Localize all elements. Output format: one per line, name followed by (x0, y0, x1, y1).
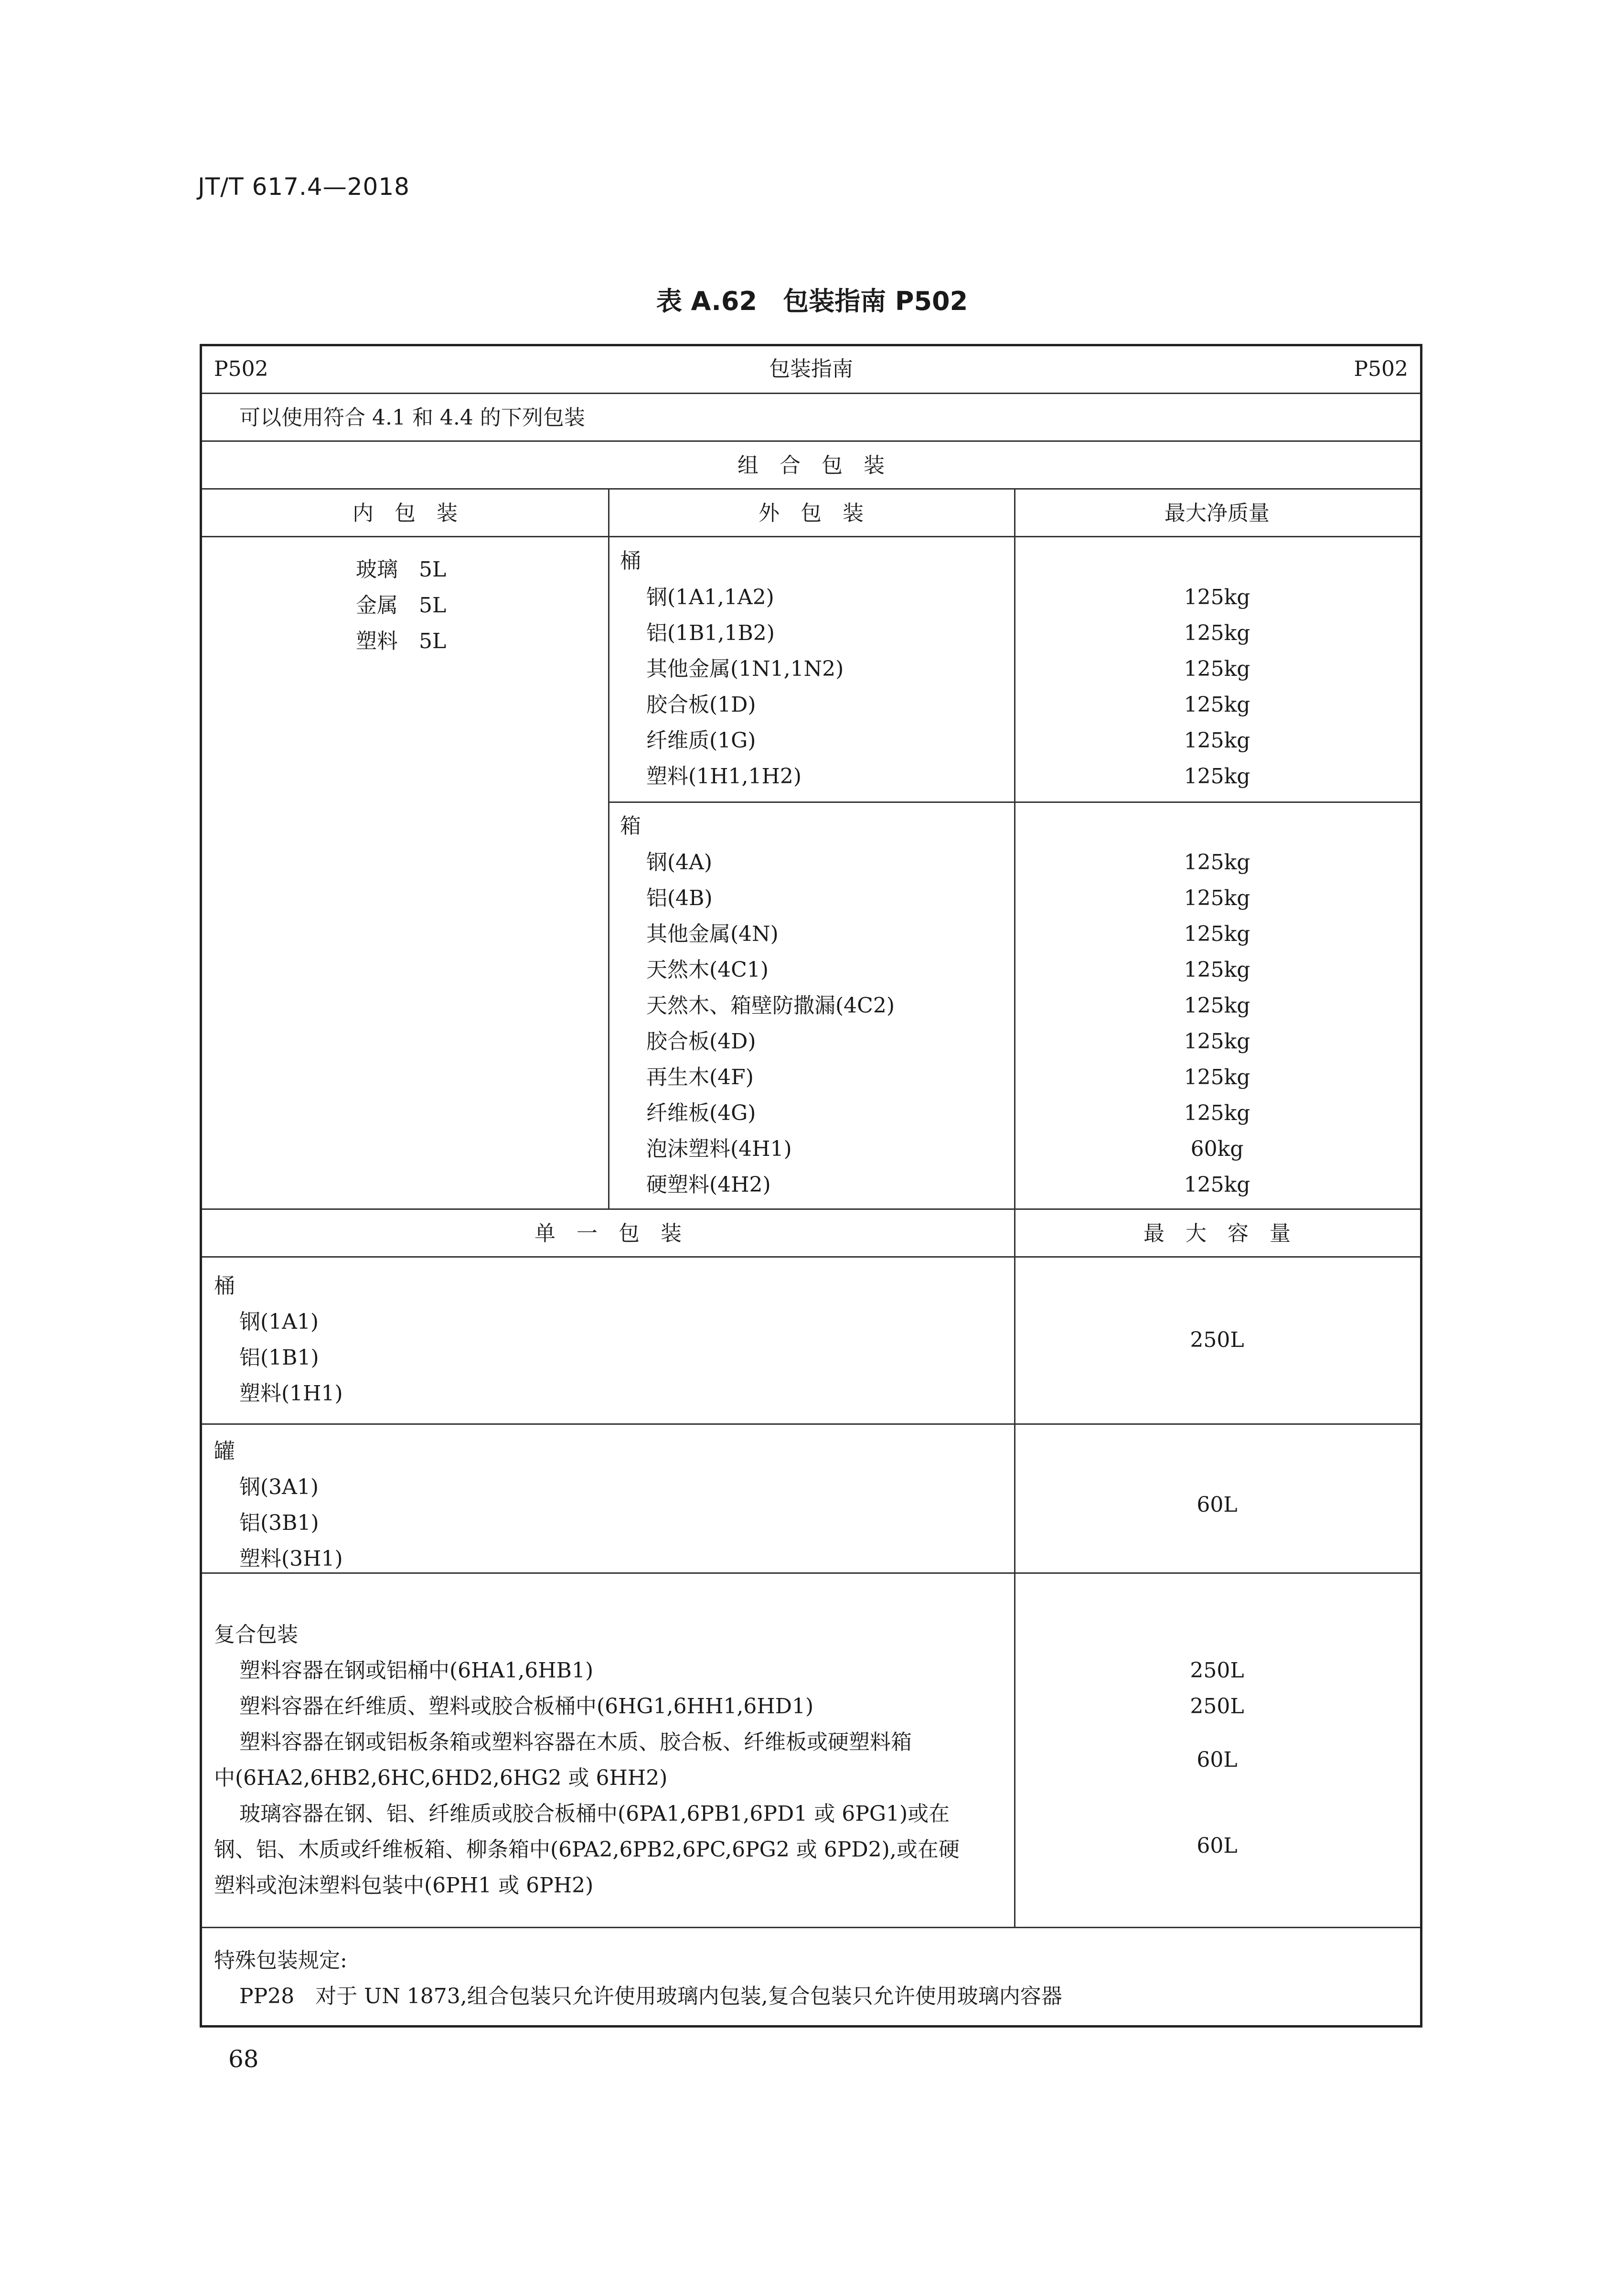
drums-heading: 桶 (620, 549, 641, 573)
box-type: 其他金属(4N) (646, 922, 779, 946)
special-pp28: PP28 对于 UN 1873,组合包装只允许使用玻璃内包装,复合包装只允许使用玻璃内容器 (239, 1984, 1062, 2008)
box-mass: 125kg (1184, 1101, 1250, 1125)
single-drums-capacity: 250L (1190, 1328, 1244, 1352)
single-drum-type: 塑料(1H1) (239, 1381, 343, 1406)
packing-instruction-table (200, 344, 1422, 2028)
box-mass: 125kg (1184, 850, 1250, 875)
special-provisions-row (202, 1928, 1420, 2025)
drum-type: 铝(1B1,1B2) (646, 621, 775, 645)
drum-mass: 125kg (1184, 728, 1250, 753)
box-type: 胶合板(4D) (646, 1029, 756, 1054)
single-drum-type: 铝(1B1) (239, 1345, 319, 1370)
box-type: 硬塑料(4H2) (646, 1173, 771, 1197)
box-type: 天然木、箱壁防撒漏(4C2) (646, 993, 895, 1018)
table-title: 表 A.62 包装指南 P502 (656, 286, 968, 316)
intro-row (202, 394, 1420, 442)
drum-type: 塑料(1H1,1H2) (646, 764, 802, 789)
box-type: 钢(4A) (646, 850, 713, 875)
composite-line: 塑料容器在钢或铝桶中(6HA1,6HB1) (239, 1658, 594, 1683)
single-jerrican-type: 铝(3B1) (239, 1511, 319, 1535)
col-inner-packaging: 内 包 装 (353, 501, 458, 525)
inner-item: 玻璃 5L (356, 557, 447, 582)
code-left: P502 (214, 357, 268, 381)
box-mass: 125kg (1184, 1029, 1250, 1054)
table-header-row (202, 346, 1420, 394)
single-drums-row (202, 1258, 1420, 1425)
inner-item: 塑料 5L (356, 629, 447, 653)
drum-mass: 125kg (1184, 585, 1250, 609)
column-divider (608, 490, 609, 1210)
boxes-block (202, 801, 1420, 1210)
col-max-capacity: 最 大 容 量 (1143, 1221, 1291, 1246)
box-mass: 125kg (1184, 958, 1250, 982)
box-mass: 125kg (1184, 1065, 1250, 1089)
column-divider (1014, 1210, 1015, 1928)
drum-mass: 125kg (1184, 693, 1250, 717)
inner-item: 金属 5L (356, 593, 447, 618)
box-mass: 125kg (1184, 993, 1250, 1018)
boxes-heading: 箱 (620, 814, 641, 838)
composite-line: 塑料容器在纤维质、塑料或胶合板桶中(6HG1,6HH1,6HD1) (239, 1694, 814, 1719)
box-type: 泡沫塑料(4H1) (646, 1137, 792, 1161)
drum-type: 钢(1A1,1A2) (646, 585, 774, 609)
composite-line: 钢、铝、木质或纤维板箱、柳条箱中(6PA2,6PB2,6PC,6PG2 或 6PD2),或在硬 (214, 1837, 960, 1862)
composite-line: 塑料容器在钢或铝板条箱或塑料容器在木质、胶合板、纤维板或硬塑料箱 (239, 1730, 912, 1754)
single-jerrican-type: 塑料(3H1) (239, 1547, 343, 1571)
box-type: 天然木(4C1) (646, 958, 769, 982)
box-type: 铝(4B) (646, 886, 713, 910)
intro-text: 可以使用符合 4.1 和 4.4 的下列包装 (239, 406, 585, 430)
single-jerricans-capacity: 60L (1197, 1493, 1238, 1517)
box-type: 纤维板(4G) (646, 1101, 756, 1125)
drum-type: 纤维质(1G) (646, 728, 756, 753)
combination-heading: 组 合 包 装 (737, 453, 885, 478)
composite-capacity: 60L (1197, 1748, 1238, 1772)
single-jerrican-type: 钢(3A1) (239, 1475, 319, 1499)
code-right: P502 (1354, 357, 1408, 381)
composite-line: 玻璃容器在钢、铝、纤维质或胶合板桶中(6PA1,6PB1,6PD1 或 6PG1)或在 (239, 1802, 950, 1826)
composite-capacity: 250L (1190, 1694, 1244, 1719)
single-heading-row (202, 1210, 1420, 1258)
single-drums-heading: 桶 (214, 1274, 235, 1298)
combination-heading-row (202, 442, 1420, 490)
col-outer-packaging: 外 包 装 (759, 501, 864, 525)
standard-code: JT/T 617.4—2018 (198, 173, 410, 201)
composite-line: 塑料或泡沫塑料包装中(6PH1 或 6PH2) (214, 1873, 594, 1898)
drum-type: 其他金属(1N1,1N2) (646, 657, 844, 681)
composite-row (202, 1574, 1420, 1928)
drums-block (202, 537, 1420, 801)
composite-line: 中(6HA2,6HB2,6HC,6HD2,6HG2 或 6HH2) (214, 1766, 668, 1790)
composite-capacity: 250L (1190, 1658, 1244, 1683)
composite-capacity: 60L (1197, 1834, 1238, 1858)
page-number: 68 (228, 2045, 259, 2073)
single-heading: 单 一 包 装 (534, 1221, 682, 1246)
column-divider (1014, 490, 1015, 1210)
instruction-title: 包装指南 (769, 357, 853, 381)
box-mass: 125kg (1184, 1173, 1250, 1197)
box-mass: 60kg (1190, 1137, 1244, 1161)
column-header-row (202, 490, 1420, 537)
single-jerricans-row (202, 1425, 1420, 1574)
box-mass: 125kg (1184, 886, 1250, 910)
drum-mass: 125kg (1184, 621, 1250, 645)
single-jerricans-heading: 罐 (214, 1439, 235, 1463)
box-mass: 125kg (1184, 922, 1250, 946)
single-drum-type: 钢(1A1) (239, 1310, 319, 1334)
composite-heading: 复合包装 (214, 1623, 298, 1647)
drum-mass: 125kg (1184, 657, 1250, 681)
box-type: 再生木(4F) (646, 1065, 754, 1089)
col-max-net-mass: 最大净质量 (1165, 501, 1270, 525)
special-heading: 特殊包装规定: (214, 1948, 347, 1973)
drum-mass: 125kg (1184, 764, 1250, 789)
drum-type: 胶合板(1D) (646, 693, 756, 717)
